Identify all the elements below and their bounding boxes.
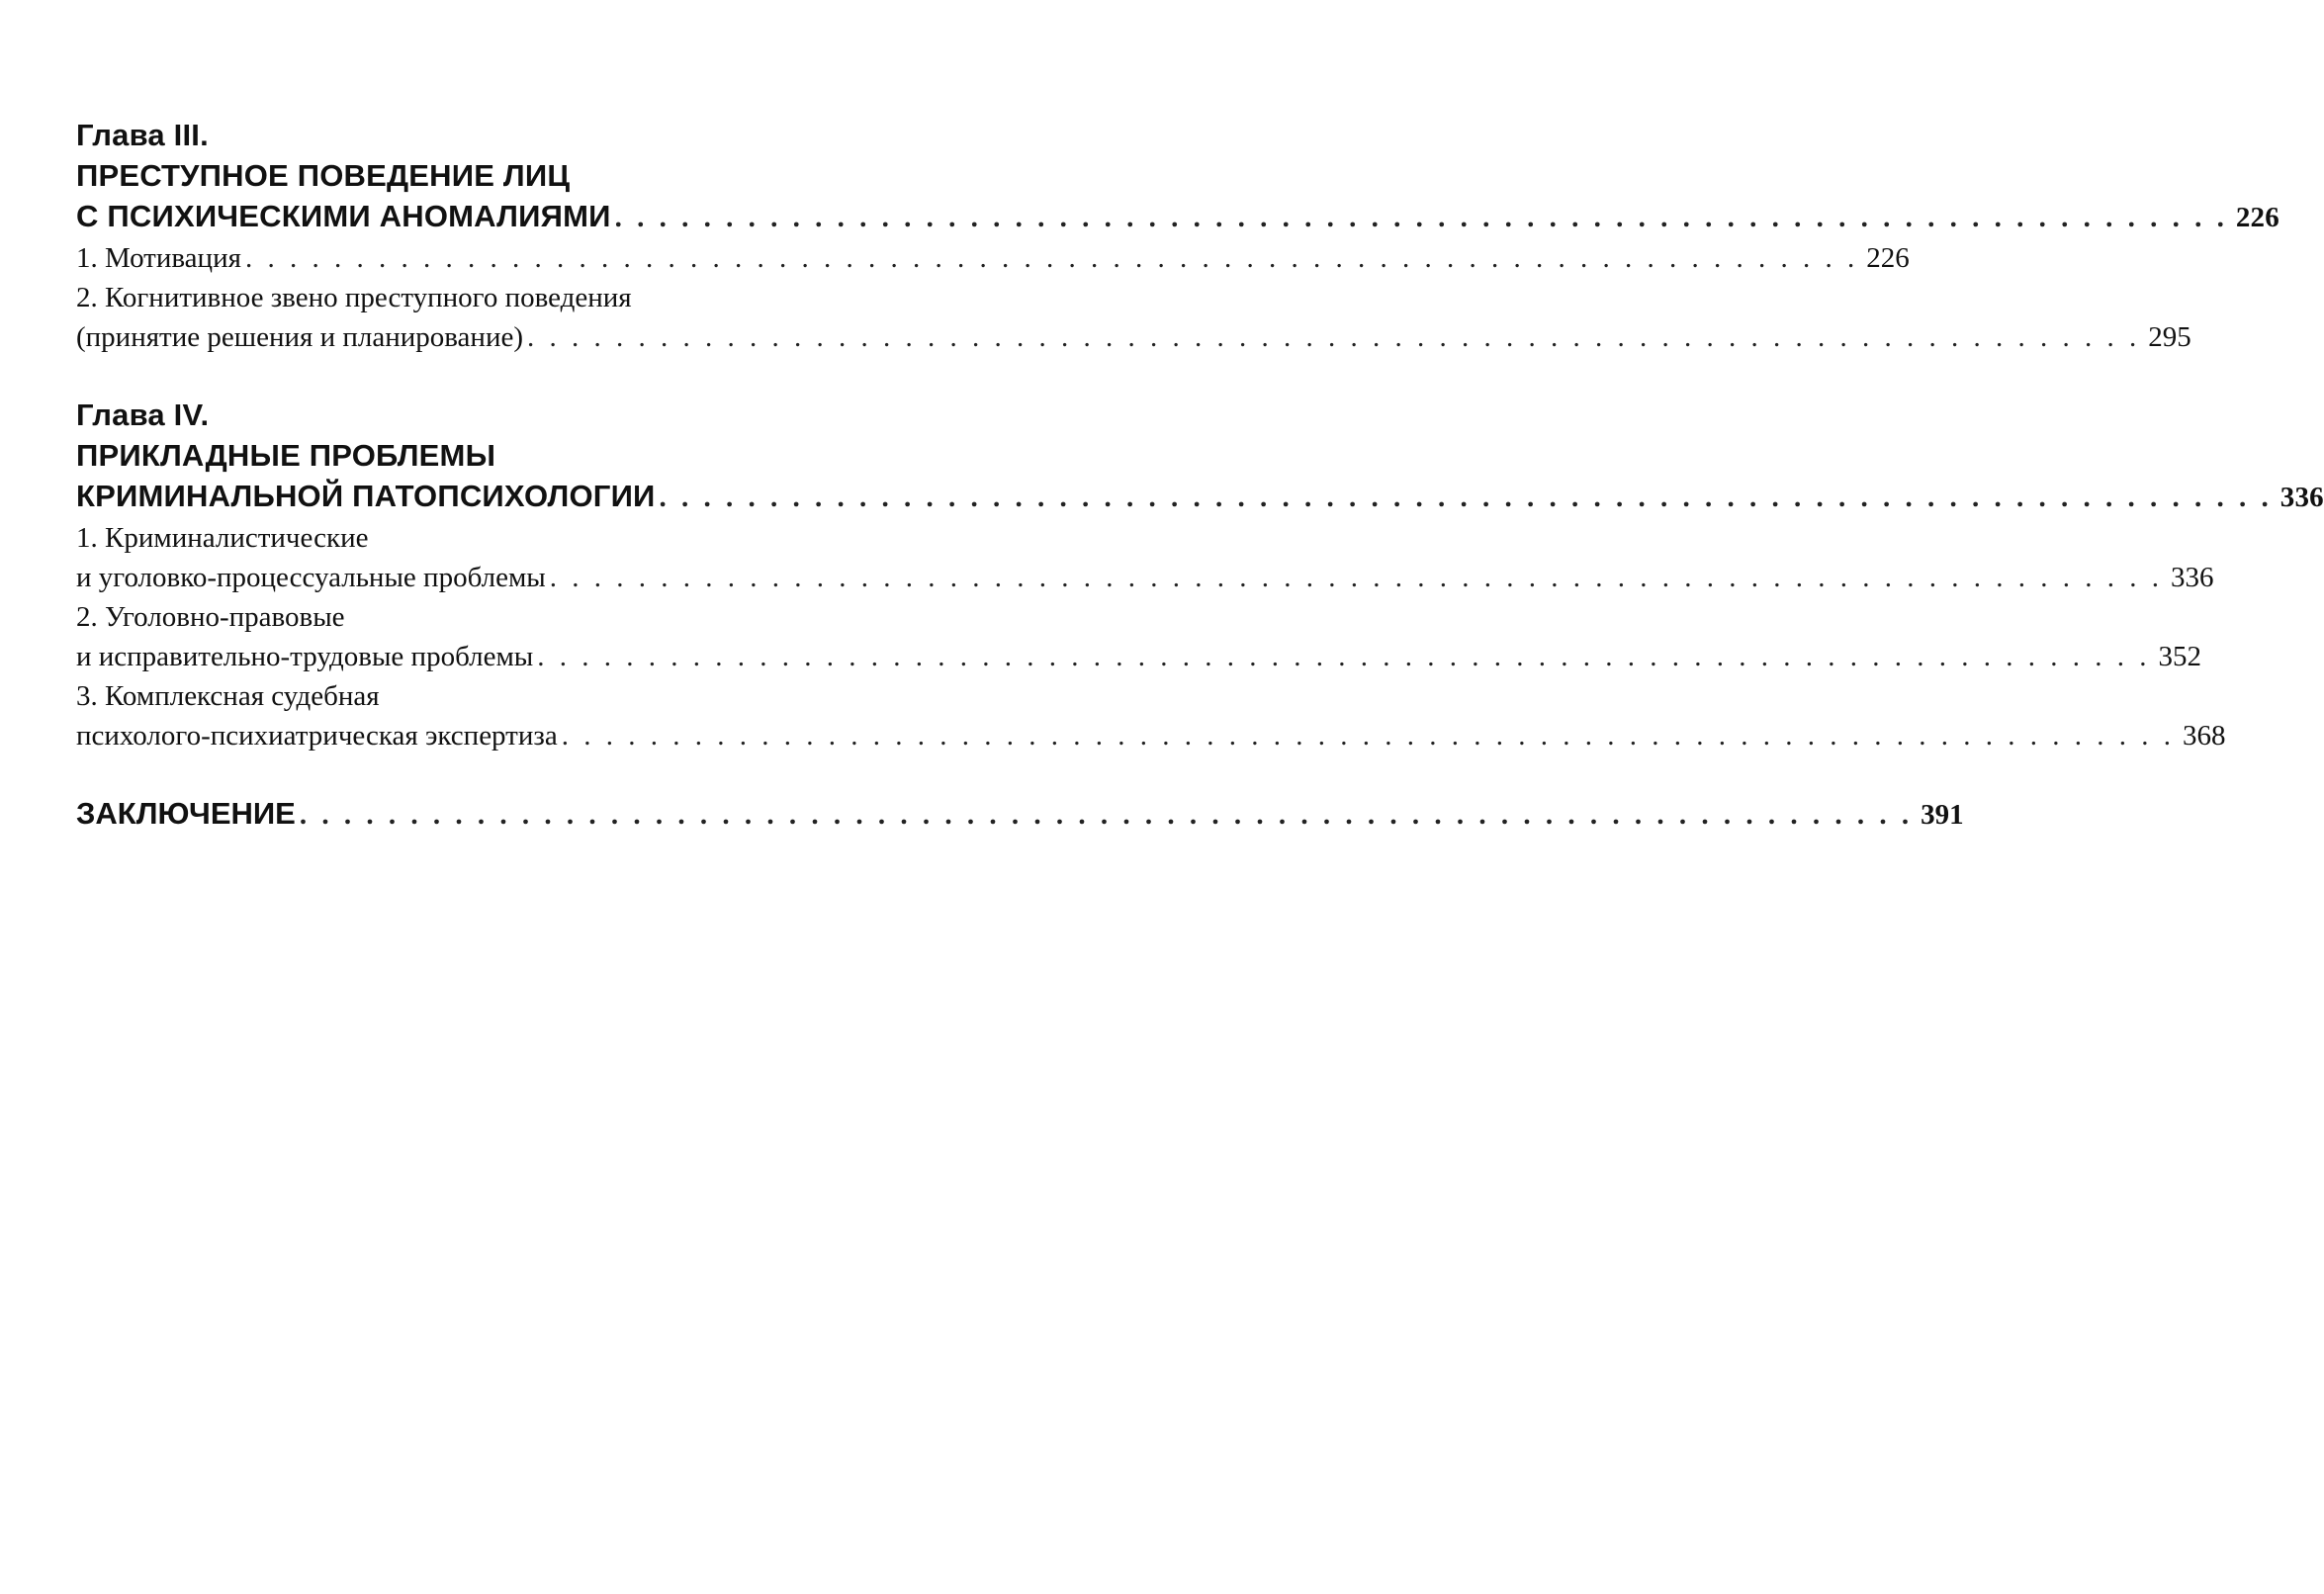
chapter-4-page-number: 336 [2279,482,2324,513]
section-3-1-page-number: 226 [1866,242,1910,274]
section-4-2-title-line1: 2. Уголовно-правовые [76,601,345,633]
section-4-1-title-line2: и уголовко-процессуальные проблемы [76,562,546,593]
table-of-contents [76,115,2324,836]
section-3-2-title-line1: 2. Когнитивное звено преступного поведения [76,282,632,313]
section-3-1 [76,238,1910,278]
section-4-3-title-line2: психолого-психиатрическая экспертиза [76,720,558,752]
section-4-2 [76,597,2202,676]
section-4-1-page-number: 336 [2171,562,2214,593]
dot-leader: . . . . . . . . . . . . . . . . . . . . . . . . . . . . . . . . . . . . . . . . . . . . . . . . . . . . . . . . . . . . . . . . . . . . . . . . . [299,799,1914,831]
section-4-3-title-line1: 3. Комплексная судебная [76,680,380,712]
dot-leader: . . . . . . . . . . . . . . . . . . . . . . . . . . . . . . . . . . . . . . . . . . . . . . . . . . . . . . . . . . . . . . . . . . . . . . . . . [527,321,2141,353]
section-3-1-title: 1. Мотивация [76,242,241,274]
chapter-4-title-entry [76,476,2324,518]
section-4-1 [76,518,2214,597]
chapter-4-title-line1: ПРИКЛАДНЫЕ ПРОБЛЕМЫ [76,438,496,473]
section-4-2-page-number: 352 [2158,641,2202,672]
section-4-2-title-line2: и исправительно-трудовые проблемы [76,641,534,672]
chapter-3-page-number: 226 [2235,202,2279,233]
chapter-4-label: Глава IV. [76,398,210,432]
dot-leader: . . . . . . . . . . . . . . . . . . . . . . . . . . . . . . . . . . . . . . . . . . . . . . . . . . . . . . . . . . . . . . . . . . . . . . . . . [614,202,2228,233]
dot-leader: . . . . . . . . . . . . . . . . . . . . . . . . . . . . . . . . . . . . . . . . . . . . . . . . . . . . . . . . . . . . . . . . . . . . . . . . . [244,242,1859,274]
conclusion-entry [76,793,1964,836]
chapter-3-title-entry [76,196,2279,238]
chapter-3 [76,115,2279,357]
dot-leader: . . . . . . . . . . . . . . . . . . . . . . . . . . . . . . . . . . . . . . . . . . . . . . . . . . . . . . . . . . . . . . . . . . . . . . . . . [659,482,2273,513]
section-3-2 [76,278,2191,357]
dot-leader: . . . . . . . . . . . . . . . . . . . . . . . . . . . . . . . . . . . . . . . . . . . . . . . . . . . . . . . . . . . . . . . . . . . . . . . . . [561,720,2175,752]
section-3-2-title-line2: (принятие решения и планирование) [76,321,523,353]
section-4-3 [76,676,2226,755]
section-3-2-page-number: 295 [2148,321,2191,353]
conclusion-title: ЗАКЛЮЧЕНИЕ [76,796,296,831]
conclusion-page-number: 391 [1921,799,1964,831]
dot-leader: . . . . . . . . . . . . . . . . . . . . . . . . . . . . . . . . . . . . . . . . . . . . . . . . . . . . . . . . . . . . . . . . . . . . . . . . . [537,641,2151,672]
section-4-3-page-number: 368 [2182,720,2226,752]
section-4-1-title-line1: 1. Криминалистические [76,522,369,554]
chapter-3-title-line2: С ПСИХИЧЕСКИМИ АНОМАЛИЯМИ [76,199,611,233]
chapter-3-title-line1: ПРЕСТУПНОЕ ПОВЕДЕНИЕ ЛИЦ [76,158,571,193]
dot-leader: . . . . . . . . . . . . . . . . . . . . . . . . . . . . . . . . . . . . . . . . . . . . . . . . . . . . . . . . . . . . . . . . . . . . . . . . . [549,562,2164,593]
chapter-4 [76,395,2324,755]
chapter-4-title-line2: КРИМИНАЛЬНОЙ ПАТОПСИХОЛОГИИ [76,479,656,513]
chapter-3-label: Глава III. [76,118,209,152]
